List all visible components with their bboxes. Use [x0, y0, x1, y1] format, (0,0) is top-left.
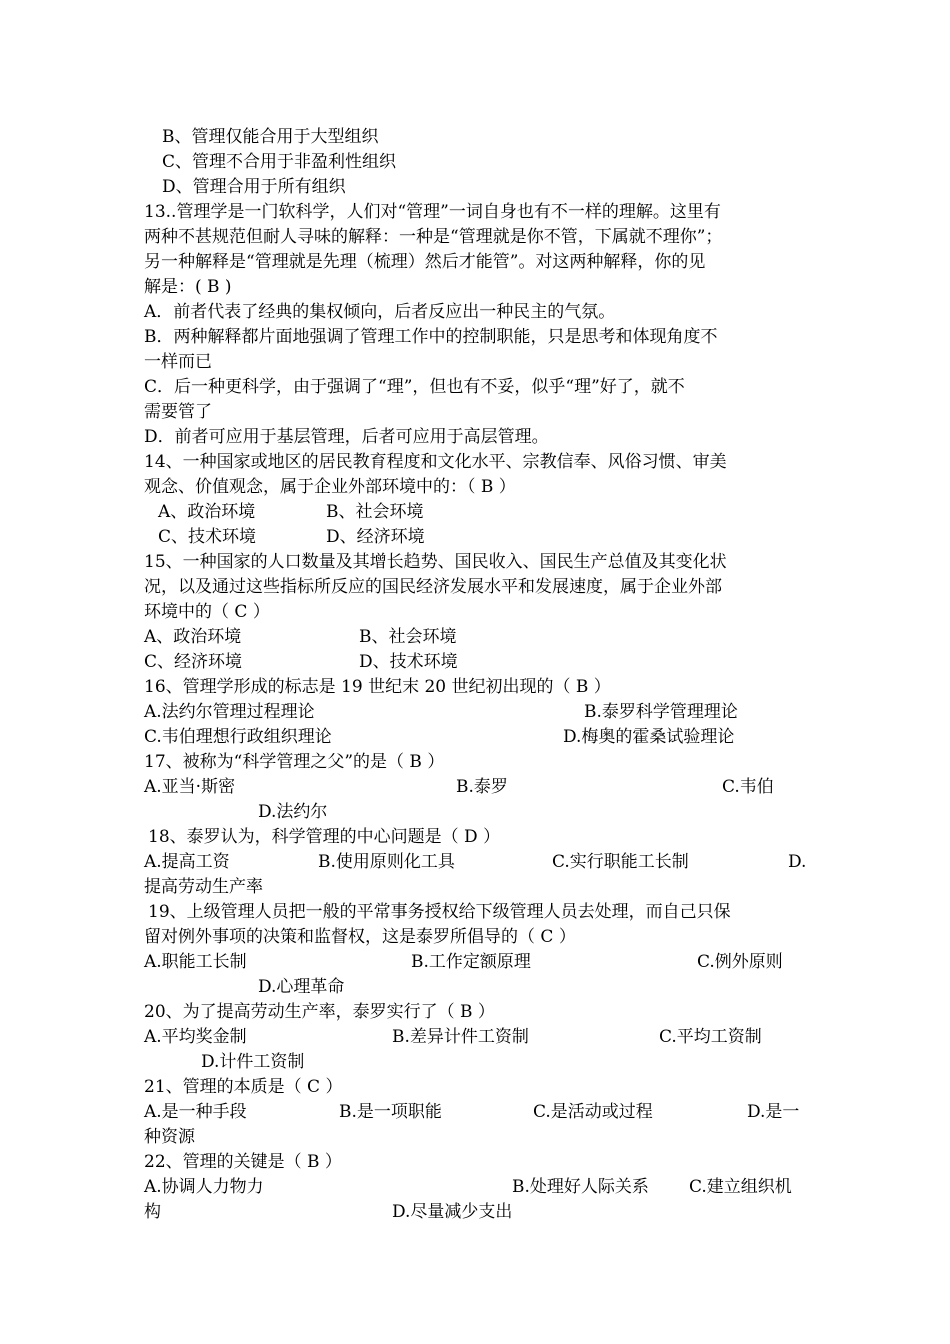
text-line: C、经济环境 [144, 652, 243, 672]
text-line: B.泰罗科学管理理论 [584, 702, 738, 722]
text-line: D.心理革命 [258, 977, 345, 997]
text-line: B、社会环境 [326, 502, 424, 522]
text-line: 21、管理的本质是（ C ） [144, 1077, 343, 1097]
text-line: 一样而已 [144, 352, 212, 372]
text-line: 提高劳动生产率 [144, 877, 263, 897]
text-line: D.梅奥的霍桑试验理论 [563, 727, 735, 747]
text-line: D.尽量减少支出 [392, 1202, 513, 1222]
text-line: 解是：( B ) [144, 277, 232, 297]
text-line: 19、上级管理人员把一般的平常事务授权给下级管理人员去处理，而自己只保 [148, 902, 731, 922]
text-line: C.平均工资制 [659, 1027, 762, 1047]
text-line: A．前者代表了经典的集权倾向，后者反应出一种民主的气氛。 [144, 302, 616, 322]
text-line: A.亚当·斯密 [144, 777, 236, 797]
text-line: D.是一 [747, 1102, 800, 1122]
text-line: A.法约尔管理过程理论 [144, 702, 315, 722]
text-line: C、管理不合用于非盈利性组织 [162, 152, 397, 172]
text-line: C．后一种更科学，由于强调了“理”，但也有不妥，似乎“理”好了，就不 [144, 377, 685, 397]
text-line: A.平均奖金制 [144, 1027, 247, 1047]
text-line: 16、管理学形成的标志是 19 世纪末 20 世纪初出现的（ B ） [144, 677, 611, 697]
text-line: A、政治环境 [144, 627, 242, 647]
text-line: 17、被称为“科学管理之父”的是（ B ） [144, 752, 445, 772]
text-line: 13..管理学是一门软科学，人们对“管理”一词自身也有不一样的理解。这里有 [144, 202, 721, 222]
text-line: 另一种解释是“管理就是先理（梳理）然后才能管”。对这两种解释，你的见 [144, 252, 706, 272]
text-line: C.是活动或过程 [533, 1102, 653, 1122]
text-line: 22、管理的关键是（ B ） [144, 1152, 342, 1172]
text-line: B.差异计件工资制 [392, 1027, 529, 1047]
text-line: B.泰罗 [456, 777, 508, 797]
text-line: 构 [144, 1202, 161, 1222]
text-line: C.实行职能工长制 [552, 852, 689, 872]
text-line: D.法约尔 [258, 802, 328, 822]
text-line: D、管理合用于所有组织 [162, 177, 346, 197]
text-line: C、技术环境 [158, 527, 257, 547]
text-line: 留对例外事项的决策和监督权，这是泰罗所倡导的（ C ） [144, 927, 576, 947]
text-line: A.提高工资 [144, 852, 230, 872]
text-line: 需要管了 [144, 402, 212, 422]
text-line: A.协调人力物力 [144, 1177, 264, 1197]
text-line: D.计件工资制 [201, 1052, 305, 1072]
text-line: B、管理仅能合用于大型组织 [162, 127, 379, 147]
text-line: C.韦伯理想行政组织理论 [144, 727, 332, 747]
text-line: C.例外原则 [697, 952, 783, 972]
text-line: A.职能工长制 [144, 952, 247, 972]
text-line: 两种不甚规范但耐人寻味的解释：一种是“管理就是你不管，下属就不理你”； [144, 227, 723, 247]
text-line: C.韦伯 [722, 777, 774, 797]
text-line: B、社会环境 [359, 627, 457, 647]
text-line: 种资源 [144, 1127, 195, 1147]
text-line: 况，以及通过这些指标所反应的国民经济发展水平和发展速度，属于企业外部 [144, 577, 722, 597]
text-line: 20、为了提高劳动生产率，泰罗实行了（ B ） [144, 1002, 495, 1022]
text-line: D、技术环境 [359, 652, 458, 672]
text-line: D、经济环境 [326, 527, 425, 547]
text-line: 18、泰罗认为，科学管理的中心问题是（ D ） [148, 827, 501, 847]
text-line: B.处理好人际关系 [512, 1177, 649, 1197]
text-line: A.是一种手段 [144, 1102, 247, 1122]
text-line: B.工作定额原理 [411, 952, 531, 972]
text-line: B．两种解释都片面地强调了管理工作中的控制职能，只是思考和体现角度不 [144, 327, 718, 347]
text-line: D. [788, 852, 807, 872]
text-line: C.建立组织机 [689, 1177, 792, 1197]
text-line: 环境中的（ C ） [144, 602, 270, 622]
text-line: D．前者可应用于基层管理，后者可应用于高层管理。 [144, 427, 549, 447]
text-line: A、政治环境 [158, 502, 256, 522]
text-line: 14、一种国家或地区的居民教育程度和文化水平、宗教信奉、风俗习惯、审美 [144, 452, 727, 472]
text-line: B.使用原则化工具 [318, 852, 455, 872]
text-line: 15、一种国家的人口数量及其增长趋势、国民收入、国民生产总值及其变化状 [144, 552, 727, 572]
text-line: B.是一项职能 [339, 1102, 442, 1122]
text-line: 观念、价值观念，属于企业外部环境中的：（ B ） [144, 477, 516, 497]
